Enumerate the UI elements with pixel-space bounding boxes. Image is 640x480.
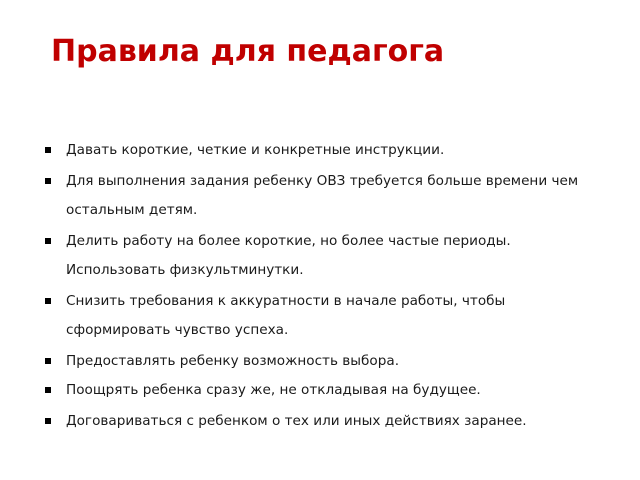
list-item-text: Снизить требования к аккуратности в начале работы, чтобы сформировать чувство успеха. [66, 293, 506, 338]
list-item [44, 227, 604, 285]
list-item-text: Для выполнения задания ребенку ОВЗ требуется больше времени чем остальным детям. [66, 173, 579, 218]
list-item [44, 376, 604, 405]
list-item-text: Поощрять ребенка сразу же, не откладывая на будущее. [66, 382, 481, 398]
list-item-text: Делить работу на более короткие, но более частые периоды. Использовать физкультминутки. [66, 233, 511, 278]
square-bullet-icon [45, 387, 51, 393]
list-item [44, 347, 604, 376]
square-bullet-icon [45, 238, 51, 244]
list-item [44, 167, 604, 225]
square-bullet-icon [45, 178, 51, 184]
list-item [44, 287, 604, 345]
list-item-text: Давать короткие, четкие и конкретные инструкции. [66, 142, 445, 158]
bullet-list [44, 136, 604, 436]
slide-title: Правила для педагога [51, 34, 445, 69]
square-bullet-icon [45, 147, 51, 153]
list-item [44, 136, 604, 165]
square-bullet-icon [45, 358, 51, 364]
square-bullet-icon [45, 418, 51, 424]
list-item-text: Предоставлять ребенку возможность выбора. [66, 353, 400, 369]
list-item [44, 407, 604, 436]
list-item-text: Договариваться с ребенком о тех или иных действиях заранее. [66, 413, 527, 429]
square-bullet-icon [45, 298, 51, 304]
